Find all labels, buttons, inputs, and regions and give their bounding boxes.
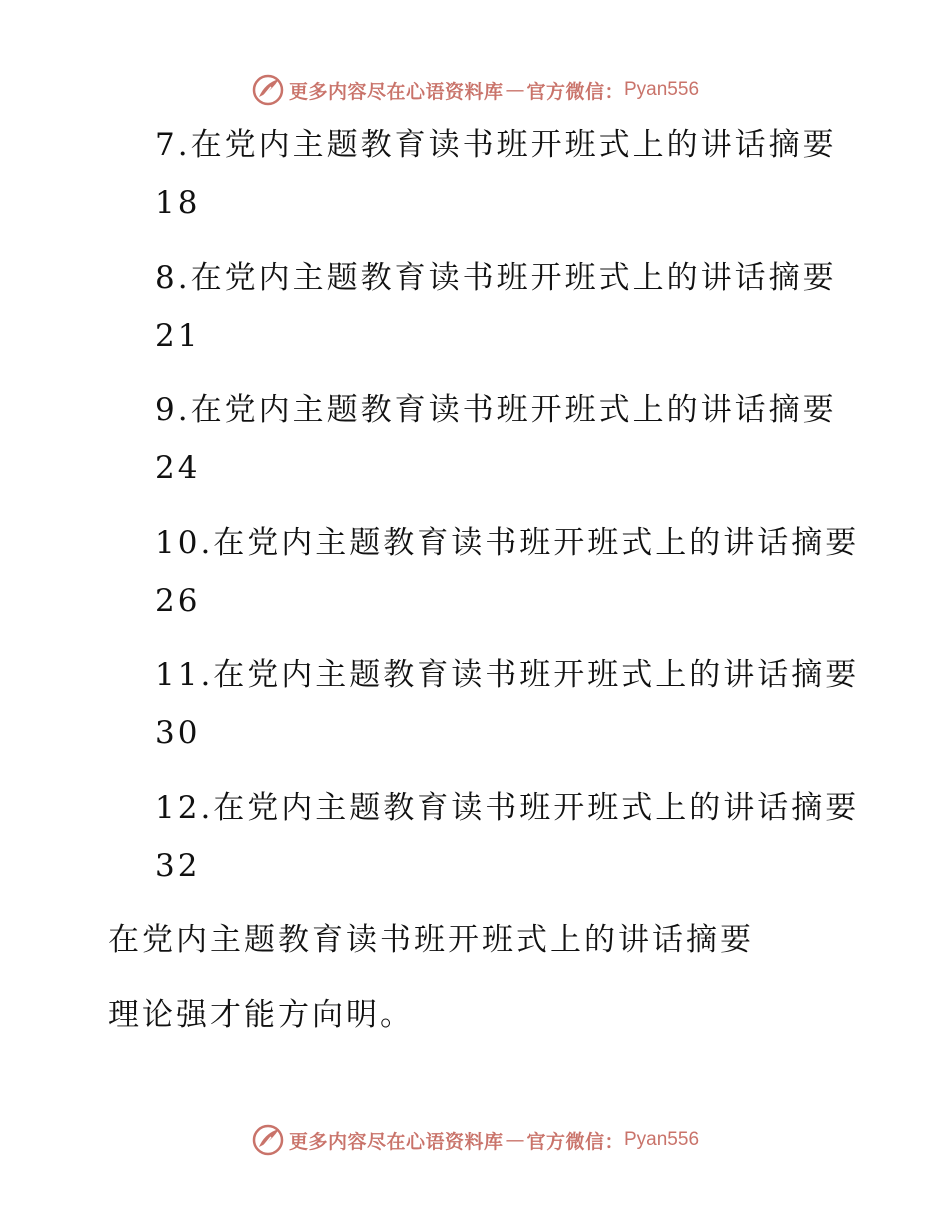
toc-entry-page: 32 bbox=[155, 848, 201, 884]
watermark-label: 官方微信： bbox=[526, 80, 624, 103]
header-watermark bbox=[0, 70, 950, 110]
body-paragraph: 理论强才能方向明。 bbox=[108, 997, 414, 1033]
toc-entry-page: 24 bbox=[155, 450, 201, 486]
watermark-separator: — bbox=[505, 79, 525, 101]
toc-entry-title: 11.在党内主题教育读书班开班式上的讲话摘要 bbox=[155, 657, 860, 693]
watermark-label: 官方微信： bbox=[526, 1130, 624, 1153]
footer-watermark bbox=[0, 1120, 950, 1160]
toc-entry-page: 18 bbox=[155, 185, 201, 221]
toc-entry-title: 8.在党内主题教育读书班开班式上的讲话摘要 bbox=[155, 260, 837, 296]
watermark-wechat-id: Pyan556 bbox=[624, 79, 700, 100]
section-heading: 在党内主题教育读书班开班式上的讲话摘要 bbox=[108, 922, 754, 958]
toc-entry-title: 10.在党内主题教育读书班开班式上的讲话摘要 bbox=[155, 525, 860, 561]
watermark-separator: — bbox=[505, 1129, 525, 1151]
toc-entry-page: 26 bbox=[155, 583, 201, 619]
toc-entry-title: 9.在党内主题教育读书班开班式上的讲话摘要 bbox=[155, 392, 837, 428]
quill-logo-icon bbox=[251, 1123, 285, 1157]
watermark-text: 更多内容尽在心语资料库 bbox=[288, 1130, 504, 1153]
watermark-text: 更多内容尽在心语资料库 bbox=[288, 80, 504, 103]
quill-logo-icon bbox=[251, 73, 285, 107]
toc-entry-page: 30 bbox=[155, 715, 201, 751]
watermark-wechat-id: Pyan556 bbox=[624, 1129, 700, 1150]
toc-entry-page: 21 bbox=[155, 318, 201, 354]
toc-entry-title: 12.在党内主题教育读书班开班式上的讲话摘要 bbox=[155, 790, 860, 826]
toc-entry-title: 7.在党内主题教育读书班开班式上的讲话摘要 bbox=[155, 127, 837, 163]
